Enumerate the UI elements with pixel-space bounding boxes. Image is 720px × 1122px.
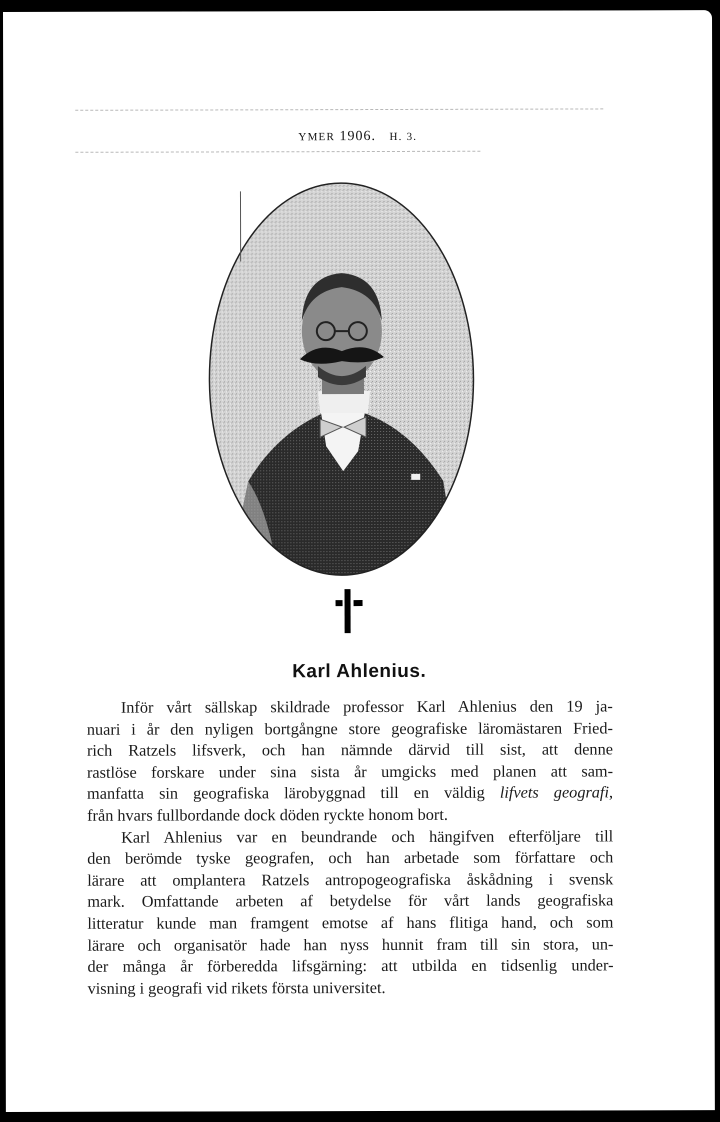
paragraph-2-line-8: visning i geografi vid rikets första universitet. bbox=[87, 977, 386, 998]
latin-cross-icon bbox=[331, 589, 367, 635]
line-suffix: , bbox=[608, 782, 614, 802]
paragraph-1-line-5 bbox=[87, 782, 613, 805]
paragraph-1-line-3: rich Ratzels lifsverk, och han nämnde därvid till sist, att denne bbox=[86, 739, 613, 760]
paragraph-1-line-6: från hvars fullbordande dock döden ryckte honom bort. bbox=[87, 804, 448, 825]
article-body bbox=[87, 695, 614, 999]
portrait-photo bbox=[207, 181, 475, 578]
paragraph-1-line-1: Inför vårt sällskap skildrade professor Karl Ahlenius den 19 ja- bbox=[120, 696, 613, 717]
paragraph-2-line-6: lärare och organisatör hade han nyss hunnit fram till sin stora, un- bbox=[87, 933, 614, 955]
line-text: manfatta sin geografiska lärobyggnad till en väldig bbox=[87, 783, 500, 804]
paragraph-2-line-1: Karl Ahlenius var en beundrande och hängifven efterföljare till bbox=[121, 825, 614, 847]
journal-name: YMER bbox=[298, 131, 336, 144]
header-rule-top bbox=[75, 108, 603, 110]
paragraph-2-line-3: lärare att omplantera Ratzels antropogeografiska åskådning i svensk bbox=[87, 869, 614, 890]
journal-year: 1906. bbox=[339, 129, 377, 145]
paragraph-1-line-2: nuari i år den nyligen bortgångne store geografiske läromästaren Fried- bbox=[86, 717, 613, 739]
italic-phrase: lifvets geografi bbox=[499, 782, 609, 803]
scanned-page bbox=[3, 10, 715, 1112]
paragraph-2-line-4: mark. Omfattande arbeten af betydelse för vårt lands geografiska bbox=[87, 890, 614, 912]
paragraph-2-line-5: litteratur kunde man framgent emotse af hans flitiga hand, och som bbox=[87, 912, 614, 933]
journal-issue: H. 3. bbox=[389, 130, 418, 143]
article-title: Karl Ahlenius. bbox=[292, 660, 427, 683]
running-head bbox=[3, 128, 712, 146]
paragraph-2-line-2: den berömde tyske geografen, och han arbetade som författare och bbox=[87, 847, 614, 868]
header-rule-bottom bbox=[75, 151, 480, 153]
paragraph-1-line-4: rastlöse forskare under sina sista år umgicks med planen att sam- bbox=[86, 761, 614, 782]
paragraph-2-line-7: der många år förberedda lifsgärning: att utbilda en tidsenlig under- bbox=[87, 955, 614, 976]
